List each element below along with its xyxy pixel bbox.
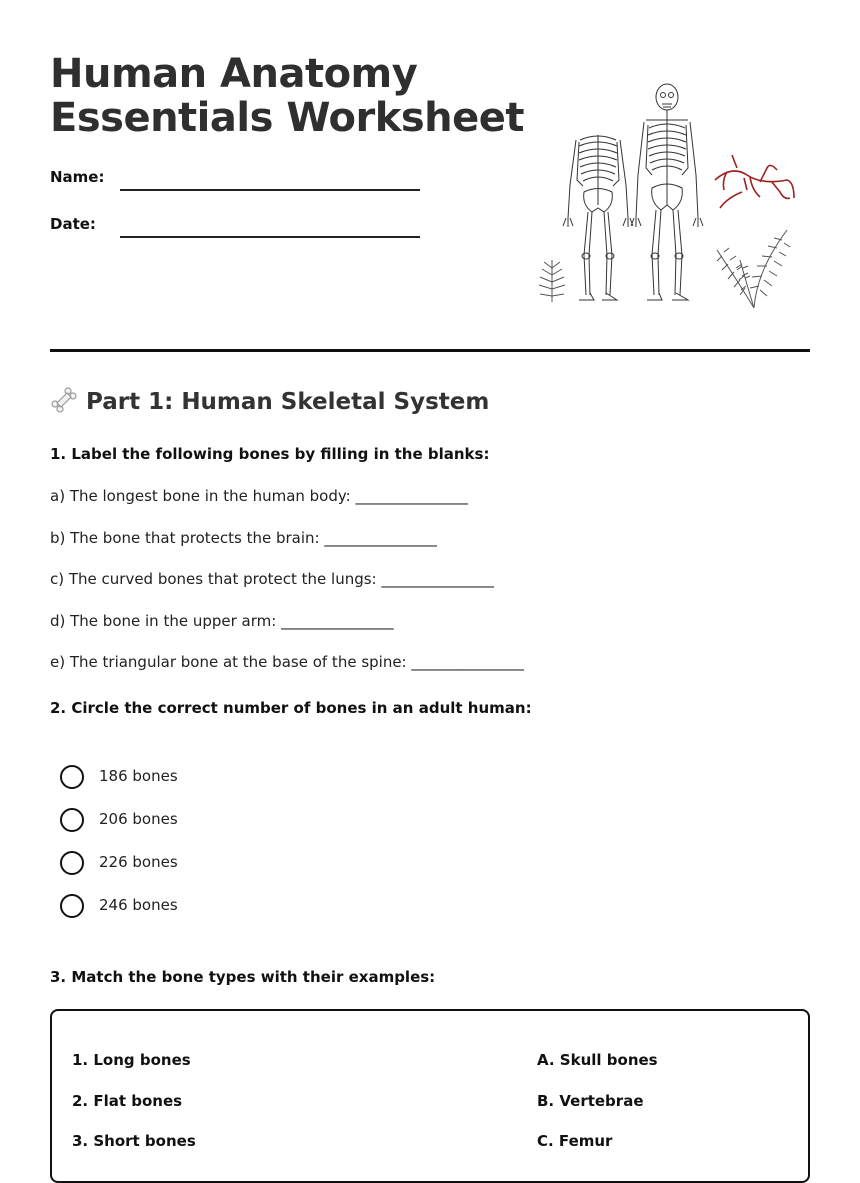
- radio-circle[interactable]: [60, 765, 84, 789]
- title-line-1: Human Anatomy: [50, 51, 418, 97]
- match-left-1[interactable]: 1. Long bones: [72, 1051, 191, 1069]
- section-title: [50, 386, 489, 415]
- headless-skeleton: [563, 135, 633, 300]
- bone-icon: [50, 386, 78, 414]
- worksheet-title: [50, 52, 524, 140]
- radio-circle[interactable]: [60, 894, 84, 918]
- match-left-3[interactable]: 3. Short bones: [72, 1132, 196, 1150]
- date-field[interactable]: [50, 209, 430, 239]
- blank-item-e[interactable]: e) The triangular bone at the base of the spine: _______________: [50, 653, 524, 671]
- fern-large: [717, 230, 790, 308]
- full-skeleton: [631, 84, 703, 300]
- matching-box: [50, 1009, 810, 1183]
- match-left-2[interactable]: 2. Flat bones: [72, 1092, 183, 1110]
- name-line[interactable]: [120, 189, 420, 191]
- blank-item-c[interactable]: c) The curved bones that protect the lungs: _______________: [50, 570, 494, 588]
- date-line[interactable]: [120, 236, 420, 238]
- vessel-branches: [715, 155, 794, 208]
- question-3-heading: 3. Match the bone types with their examples:: [50, 968, 436, 986]
- match-right-b[interactable]: B. Vertebrae: [537, 1092, 644, 1110]
- question-2-heading: 2. Circle the correct number of bones in an adult human:: [50, 699, 532, 717]
- date-label: Date:: [50, 215, 96, 233]
- radio-circle[interactable]: [60, 851, 84, 875]
- option-label: 206 bones: [99, 810, 178, 828]
- blank-item-a[interactable]: a) The longest bone in the human body: _______________: [50, 487, 468, 505]
- title-line-2: Essentials Worksheet: [50, 95, 524, 141]
- option-label: 226 bones: [99, 853, 178, 871]
- blank-item-d[interactable]: d) The bone in the upper arm: _______________: [50, 612, 394, 630]
- option-label: 246 bones: [99, 896, 178, 914]
- name-field[interactable]: [50, 162, 430, 192]
- option-label: 186 bones: [99, 767, 178, 785]
- match-right-a[interactable]: A. Skull bones: [537, 1051, 658, 1069]
- skeleton-illustration: [532, 80, 802, 315]
- section-title-text: Part 1: Human Skeletal System: [86, 389, 490, 415]
- blank-item-b[interactable]: b) The bone that protects the brain: _______________: [50, 529, 437, 547]
- match-right-c[interactable]: C. Femur: [537, 1132, 613, 1150]
- fern-small: [539, 260, 565, 302]
- section-divider: [50, 349, 810, 352]
- radio-circle[interactable]: [60, 808, 84, 832]
- name-label: Name:: [50, 168, 105, 186]
- question-1-heading: 1. Label the following bones by filling in the blanks:: [50, 445, 490, 463]
